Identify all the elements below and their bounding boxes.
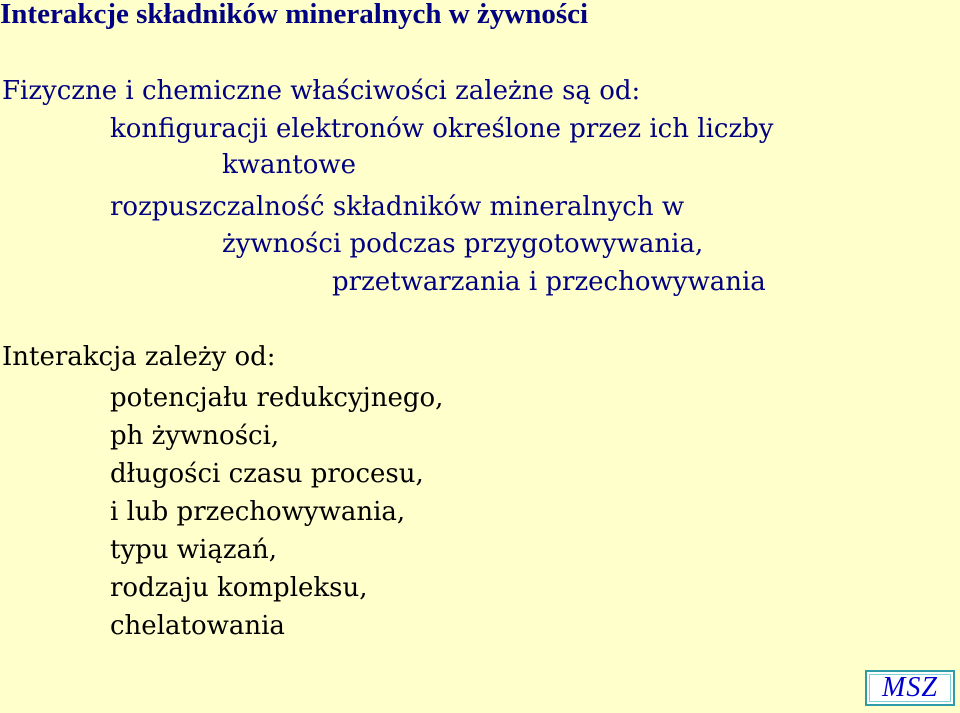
page-title: Interakcje składników mineralnych w żywności	[0, 0, 589, 30]
msz-logo	[865, 670, 955, 706]
list-item: długości czasu procesu,	[110, 459, 424, 489]
list-item: chelatowania	[110, 611, 285, 641]
list-item: konfiguracji elektronów określone przez ich liczby	[110, 114, 774, 144]
list-item: przetwarzania i przechowywania	[332, 267, 766, 297]
list-item: żywności podczas przygotowywania,	[222, 229, 704, 259]
list-item: potencjału redukcyjnego,	[110, 383, 444, 413]
list-item: kwantowe	[222, 150, 356, 180]
list-item: rodzaju kompleksu,	[110, 573, 368, 603]
logo-text: MSZ	[882, 672, 938, 703]
properties-heading: Fizyczne i chemiczne właściwości zależne są od:	[2, 76, 641, 106]
interaction-heading: Interakcja zależy od:	[2, 342, 276, 372]
list-item: typu wiązań,	[110, 535, 278, 565]
list-item: i lub przechowywania,	[110, 497, 406, 527]
list-item: rozpuszczalność składników mineralnych w	[110, 192, 685, 222]
list-item: ph żywności,	[110, 421, 280, 451]
